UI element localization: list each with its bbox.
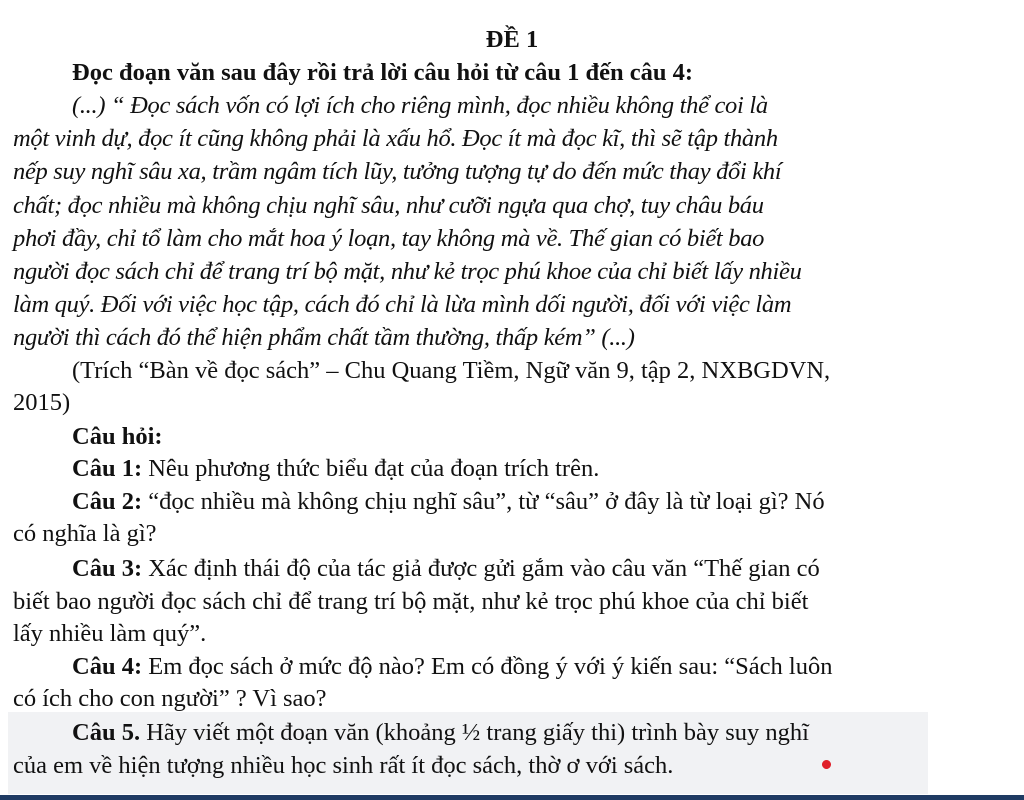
passage-line: làm quý. Đối với việc học tập, cách đó chỉ là lừa mình dối người, đối với việc làm [13,291,792,318]
passage-line: phơi đầy, chỉ tổ làm cho mắt hoa ý loạn, tay không mà về. Thế gian có biết bao [13,225,765,252]
source-line: 2015) [13,389,71,416]
question-text: Hãy viết một đoạn văn (khoảng ½ trang giấy thi) trình bày suy nghĩ [140,719,809,746]
question-text: biết bao người đọc sách chỉ để trang trí bộ mặt, như kẻ trọc phú khoe của chỉ biết [13,588,809,615]
question-label: Câu 3: [72,555,143,582]
source-line: (Trích “Bàn về đọc sách” – Chu Quang Tiềm, Ngữ văn 9, tập 2, NXBGDVN, [72,357,831,384]
passage-line: người đọc sách chỉ để trang trí bộ mặt, như kẻ trọc phú khoe của chỉ biết lấy nhiều [13,258,802,285]
question-text: Xác định thái độ của tác giả được gửi gắm vào câu văn “Thế gian có [142,555,820,582]
question-label: Câu 2: [72,488,143,515]
passage-line: một vinh dự, đọc ít cũng không phải là xấu hổ. Đọc ít mà đọc kĩ, thì sẽ tập thành [13,125,778,152]
question-text: có ích cho con người” ? Vì sao? [13,685,327,712]
question-label: Câu 5. [72,719,141,746]
questions-heading: Câu hỏi: [72,423,163,450]
question-label: Câu 4: [72,653,143,680]
instruction: Đọc đoạn văn sau đây rồi trả lời câu hỏi từ câu 1 đến câu 4: [72,59,694,86]
page-title: ĐỀ 1 [485,26,539,53]
question-text: lấy nhiều làm quý”. [13,620,207,647]
question-text: Em đọc sách ở mức độ nào? Em có đồng ý với ý kiến sau: “Sách luôn [142,653,833,680]
question-label: Câu 1: [72,455,143,482]
question-text: có nghĩa là gì? [13,520,157,547]
question-text: Nêu phương thức biểu đạt của đoạn trích trên. [142,455,600,482]
bottom-border [0,795,1024,800]
passage-line: người thì cách đó thể hiện phẩm chất tầm thường, thấp kém” (...) [13,324,635,351]
question-text: của em về hiện tượng nhiều học sinh rất ít đọc sách, thờ ơ với sách. [13,752,674,779]
passage-line: nếp suy nghĩ sâu xa, trầm ngâm tích lũy, tưởng tượng tự do đến mức thay đổi khí [13,158,782,185]
passage-line: chất; đọc nhiều mà không chịu nghĩ sâu, như cưỡi ngựa qua chợ, tuy châu báu [13,192,764,219]
passage-line: (...) “ Đọc sách vốn có lợi ích cho riêng mình, đọc nhiều không thể coi là [72,92,768,119]
question-text: “đọc nhiều mà không chịu nghĩ sâu”, từ “sâu” ở đây là từ loại gì? Nó [142,488,825,515]
